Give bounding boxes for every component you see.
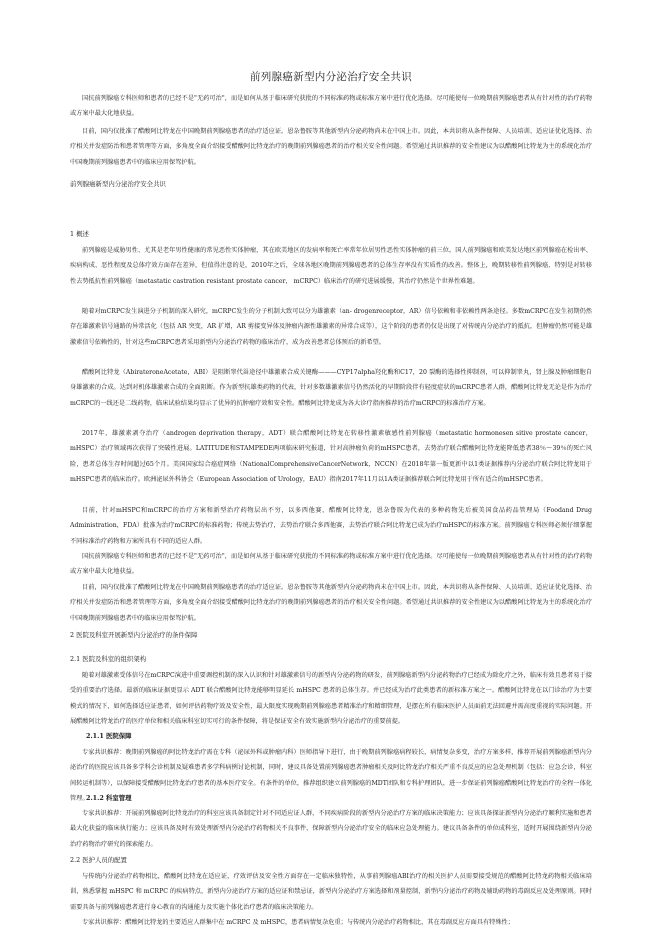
document-subtitle: 前列腺癌新型内分泌治疗安全共识 [70,180,166,188]
section-1-paragraph-1: 前列腺癌是威胁男性、尤其是老年男性健康的常见恶性实体肿瘤，其在欧美地区的发病率和死亡率常年位居男性恶性实体肿瘤的前三位。国人前列腺癌和欧美发达地区前列腺癌在检出率、疾病构成、恶性程度及总体疗效方面存在差异，但值得注意的是，2010年之后，全球各地区晚期前列腺癌患者的总体生存率没有实质性的改善。整体上，晚期转移性前列腺癌、特别是对转移性去势抵抗性前列腺癌（metastatic castration resistant prostate cancer， mCRPC）临床治疗的研究进展缓慢，其治疗仍然是个世界性难题。 [70,247,592,285]
section-1-paragraph-7: 目前，国内仅批准了醋酸阿比特龙在中国晚期前列腺癌患者的治疗适应证。恩杂鲁胺等其他新型内分泌药物尚未在中国上市。因此，本共识将从条件保障、人员培训、适应证优化选择、治疗相关并发症防治和患者管理等方面，多角度全面介绍接受醋酸阿比特龙治疗的晚期前列腺癌患者的治疗相关安全性问题。希望通过共识推荐的安全性建议为以醋酸阿比特龙为主的系统化治疗中国晚期前列腺癌患者中的临床应用保驾护航。 [70,584,592,622]
section-2-2-paragraph-1: 与传统内分泌治疗药物相比，醋酸阿比特龙在适应证，疗效评估及安全性方面存在一定临床独特性，从事前列腺癌ABI治疗的相关医护人员需要接受规范的醋酸阿比特龙药物相关临床培训，熟悉掌握 mHSPC 和 mCRPC 的疾病特点，新型内分泌治疗方案的适应证和禁忌证，新型内分泌治疗方案选择和剂量控制，新型内分泌治疗药物及辅助药物的毒副反应及处理原则。同时需要具备与前列腺癌患者进行身心教育的沟通能力及实施个体化治疗患者的临床决策能力。 [70,873,592,911]
section-2-1-1-paragraph: 专家共识推荐：晚期前列腺癌的阿比特龙治疗需在专科（泌尿外科或肿瘤内科）医师指导下进行，由于晚期前列腺癌病程较长，病情复杂多变，治疗方案多样，推荐开展前列腺癌新型内分泌治疗的医院应该具备多学科会诊机制及疑难患者多学科病例讨论机制，同时，建议具备处置前列腺癌患者肿瘤相关及阿比特龙治疗相关严重不良反应的应急处理机制（包括：应急会诊，科室间转运机制等），以保障接受醋酸阿比特龙治疗患者的基本医疗安全。有条件的单位，推荐组织建立前列腺癌的MDT团队和专科护理团队，进一步保证前列腺癌醋酸阿比特龙治疗的全程一体化管理。 [70,749,592,803]
abstract-paragraph-1: 国抗前列腺癌专科医师和患者的已经不是"无药可治"，而是如何从基于临床研究获批的不同标准药物或标准方案中进行优化选择。尽可能使每一位晚期前列腺癌患者从有针对性的治疗药物或方案中最大化地获益。 [70,95,592,118]
abstract-paragraph-2: 目前，国内仅批准了醋酸阿比特龙在中国晚期前列腺癌患者的治疗适应证。恩杂鲁胺等其他新型内分泌药物尚未在中国上市。因此，本共识将从条件保障、人员培训、适应证优化选择、治疗相关并发症防治和患者管理等方面，多角度全面介绍接受醋酸阿比特龙治疗的晚期前列腺癌患者的治疗相关安全性问题。希望通过共识推荐的安全性建议为以醋酸阿比特龙为主的系统化治疗中国晚期前列腺癌患者中的临床应用保驾护航。 [70,128,592,166]
section-2-1-paragraph: 随着对雄激素受体信号在mCRPC演进中重要调控机制的深入认识和针对雄激素信号的新型内分泌药物的研发，前列腺癌新型内分泌药物治疗已经成为除化疗之外，临床有效且患者易于接受的重要治疗选择。最新的临床证据更显示 ADT 联合醋酸阿比特龙能够明显延长 mHSPC 患者的总体生存。并已经成为治疗此类患者的新标准方案之一。醋酸阿比特龙在以门诊治疗为主要模式的情况下，如何选择适应证患者，如何评估药物疗效及安全性，最大限度实现晚期前列腺癌患者精准治疗和精细管理，是摆在所有临床医护人员面前无法回避并需高度重视的实际问题。开展醋酸阿比特龙治疗的医疗单位和相关临床科室切实可行的条件保障，将是保证安全有效实施新型内分泌治疗的重要前提。 [70,672,592,726]
document-title: 前列腺癌新型内分泌治疗安全共识 [250,71,412,83]
section-1-heading: 1 概述 [70,230,89,238]
section-2-2-heading: 2.2 医护人员的配置 [70,856,127,864]
section-1-paragraph-3: 醋酸阿比特龙（AbirateroneAcetate，ABI）是阻断睾代甾途径中雄激素合成关键酶———CYP17alpha羟化酶和C17，20 裂酶的选择性抑制剂，可以抑制睾丸，肾上腺及肿瘤细胞自身雄激素的合成。达到对机体雄激素合成的全面阻断。作为新型抗雄类药物的代表，针对多数雄激素信号仍然活化的早期阶段伴有轻度症状的mCRPC患者人群，醋酸阿比特龙无论是作为治疗mCRPC的一线还是二线药物，临床试验结果均显示了优异的抗肿瘤疗效和安全性。醋酸阿比特龙成为各大诊疗指南推荐的治疗mCRPC的标准治疗方案。 [70,369,592,407]
section-1-paragraph-2: 随着对mCRPC发生演进分子机制的深入研究，mCRPC发生的分子机制大致可以分为雄激素（an- drogenreceptor，AR）信号依赖和非依赖性两条途径。多数mCRPC在发生初期仍然存在雄激素信号通路的异常活化（包括 AR 突变，AR 扩增，AR 剪接变异体及肿瘤内源性雄激素的异常合成等），这个阶段的患者仍仅是出现了对传统内分泌治疗的抵抗，但肿瘤仍然可能是雄激素信号依赖性的，针对这些mCRPC患者采用新型内分泌治疗药物的临床治疗，成为改善患者总体预后的新希望。 [70,308,592,346]
section-1-paragraph-5: 目前，针对mHSPC和mCRPC的治疗方案和新型治疗药物层出不穷，以多西他赛，醋酸阿比特龙，恩杂鲁胺为代表的多种药物先后被美国食品药品管理局（Foodand Drug Administration，FDA）批准为治疗mCRPC的标准药物；传统去势治疗，去势治疗联合多西他赛，去势治疗联合阿比特龙已成为治疗mHSPC的标准方案。前列腺癌专科医师必须仔细掌握不同标准治疗药物和方案所具有不同的适应人群。 [70,507,592,545]
section-1-paragraph-6: 国抗前列腺癌专科医师和患者的已经不是"无药可治"，而是如何从基于临床研究获批的不同标准药物或标准方案中进行优化选择。尽可能使每一位晚期前列腺癌患者从有针对性的治疗药物或方案中最大化地获益。 [70,553,592,576]
section-2-2-paragraph-2: 专家共识推荐：醋酸阿比特龙的主要适应人群集中在 mCRPC 及 mHSPC，患者病情复杂危重；与传统内分泌治疗药物相比，其在毒副反应方面具有特殊性； [82,919,514,926]
section-2-1-2-paragraph: 专家共识推荐：开展前列腺癌阿比特龙治疗的科室应该具备制定针对不同适应证人群，不同疾病阶段的新型内分泌治疗方案的临床决策能力；应该具备探证新型内分泌治疗顺利实施和患者最大化获益的临床执行能力；应该具备及时有效处理新型内分泌治疗药物相关不良事件，保障新型内分泌治疗安全的临床应急处理能力。建议具备条件的单位成科室，适时开展围绕新型内分泌治疗药物治疗研究的探索能力。 [70,810,592,848]
section-1-paragraph-4: 2017年，雄激素剥夺治疗（androgen deprivation therapy，ADT）联合醋酸阿比特龙在转移性激素敏感性前列腺癌（metastatic hormonesen sitive prostate cancer，mHSPC）治疗领域再次获得了突破性进展。LATITUDE和STAMPEDE两项临床研究报道，针对高肿瘤负荷的mHSPC患者，去势治疗联合醋酸阿比特龙能降低患者38％～39％的死亡风险，患者总体生存时间超过65个月。美国国家综合癌症网络（NationalComprehensiveCancerNetwork，NCCN）在2018年第一版更新中以1类证据推荐内分泌治疗联合阿比特龙用于mHSPC患者的临床治疗。欧洲泌尿外科协会（European Association of Urology，EAU）指南2017年11月以1A类证据推荐联合阿比特龙用于所有适合的mHSPC患者。 [70,430,592,484]
section-2-1-heading: 2.1 医院及科室的组织架构 [70,655,147,663]
section-2-1-1-heading: 2.1.1 医院保障 [86,732,132,740]
section-2-1-2-heading: 2.1.2 科室管理 [86,794,132,802]
section-2-heading: 2 医院及科室开展新型内分泌治疗的条件保障 [70,631,198,639]
